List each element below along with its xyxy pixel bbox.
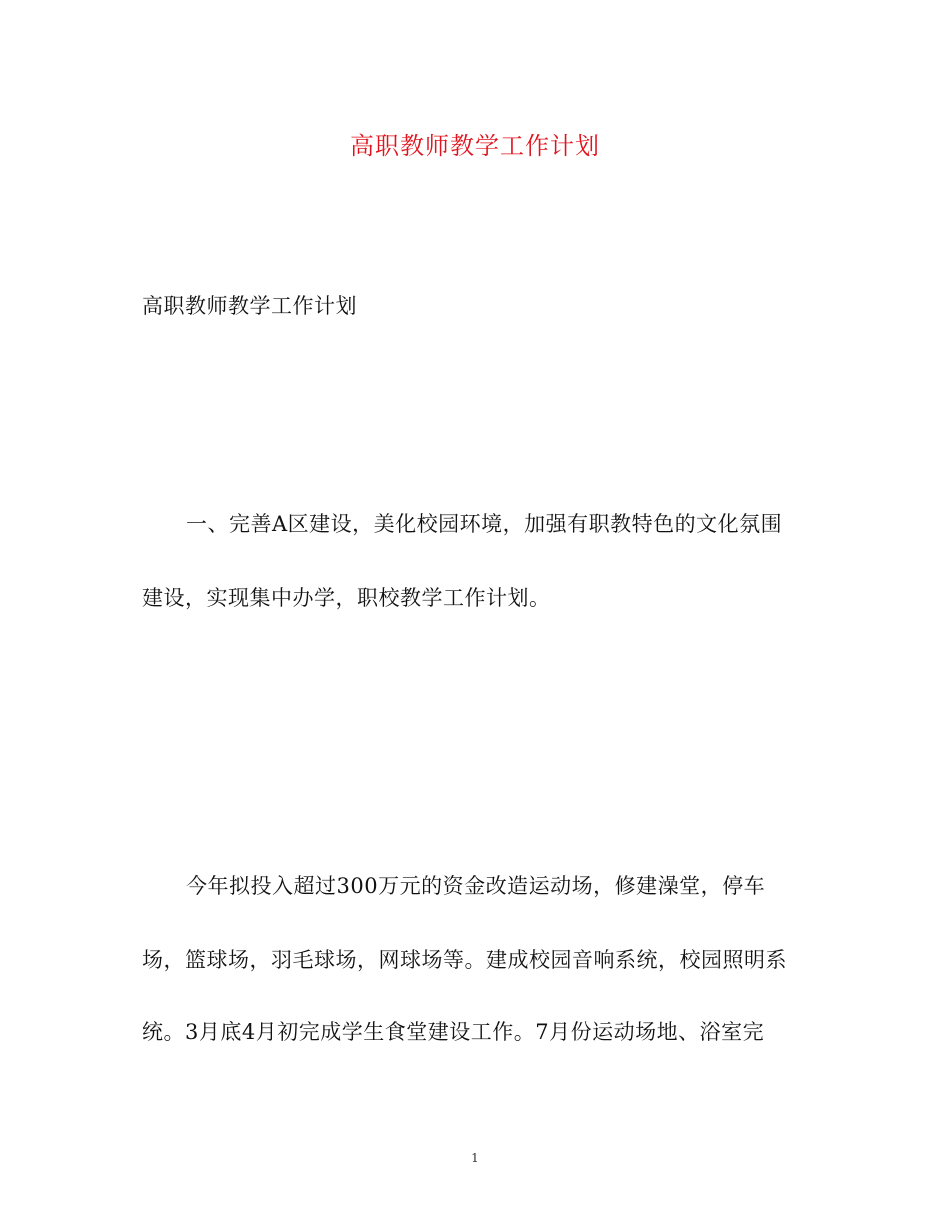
paragraph2-line-3: 统。3月底4月初完成学生食堂建设工作。7月份运动场地、浴室完 [142, 1020, 765, 1044]
document-subtitle: 高职教师教学工作计划 [142, 294, 357, 318]
section1-line-1: 一、完善A区建设，美化校园环境，加强有职教特色的文化氛围 [186, 512, 783, 536]
paragraph2-line-2: 场，篮球场，羽毛球场，网球场等。建成校园音响系统，校园照明系 [142, 948, 787, 972]
page-number: 1 [471, 1151, 479, 1165]
paragraph2-line-1: 今年拟投入超过300万元的资金改造运动场，修建澡堂，停车 [186, 874, 766, 898]
document-title: 高职教师教学工作计划 [350, 132, 600, 160]
section1-line-2: 建设，实现集中办学，职校教学工作计划。 [142, 586, 551, 610]
